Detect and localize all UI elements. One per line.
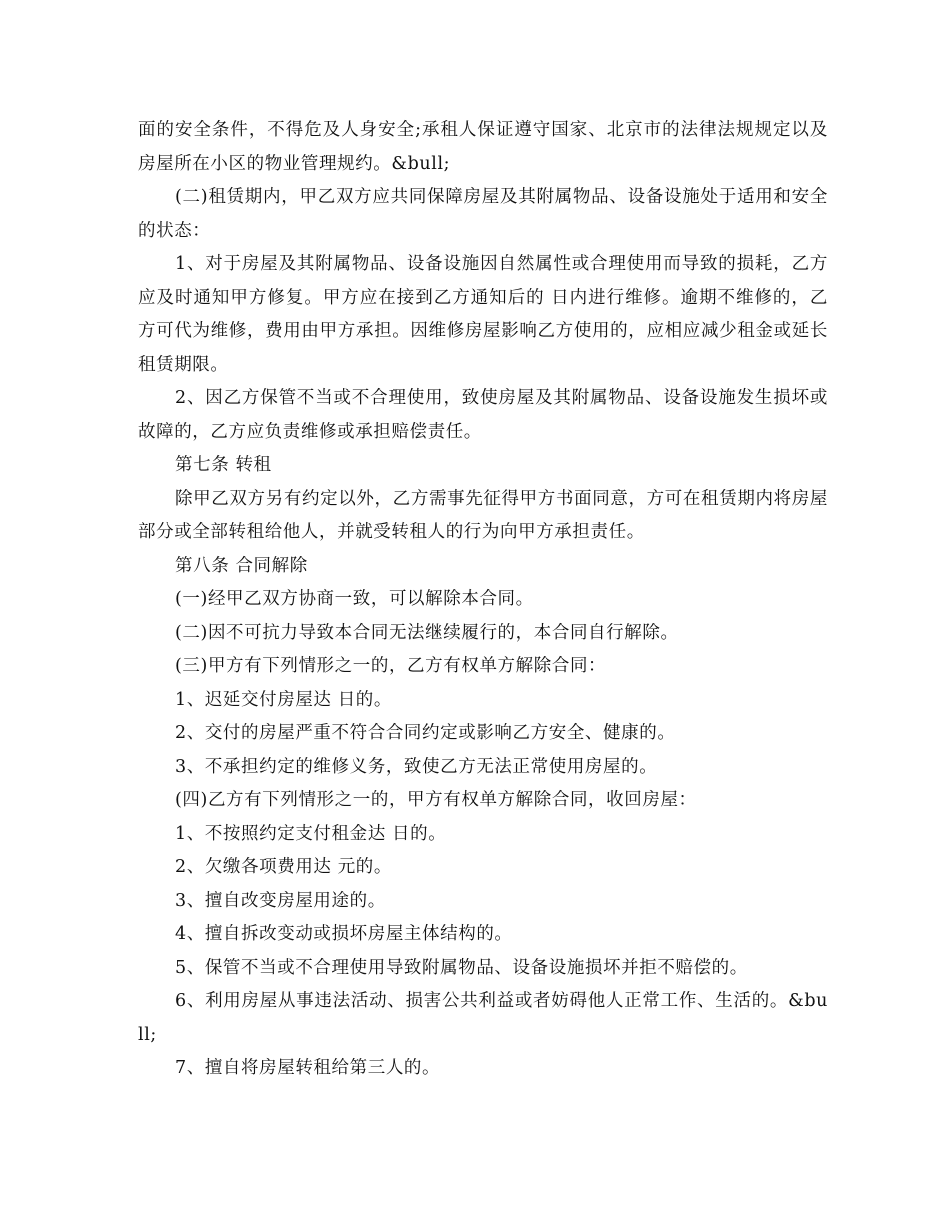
- list-item: 3、擅自改变房屋用途的。: [175, 890, 386, 911]
- list-item: 7、擅自将房屋转租给第三人的。: [175, 1058, 441, 1078]
- list-item: 2、欠缴各项费用达 元的。: [175, 857, 392, 877]
- list-item: 3、不承担约定的维修义务，致使乙方无法正常使用房屋的。: [175, 756, 658, 777]
- paragraph-maintenance-obligation: (二)租赁期内，甲乙双方应共同保障房屋及其附属物品、设备设施处于适用和安全的状态：: [138, 187, 828, 241]
- paragraph-sublease: 除甲乙双方另有约定以外，乙方需事先征得甲方书面同意，方可在租赁期内将房屋部分或全部转租给他人，并就受转租人的行为向甲方承担责任。: [138, 488, 828, 542]
- list-item: 2、交付的房屋严重不符合合同约定或影响乙方安全、健康的。: [175, 723, 676, 743]
- paragraph-termination-4: (四)乙方有下列情形之一的，甲方有权单方解除合同，收回房屋：: [175, 790, 697, 810]
- paragraph-termination-2: (二)因不可抗力导致本合同无法继续履行的，本合同自行解除。: [175, 622, 679, 643]
- list-item: 1、迟延交付房屋达 日的。: [175, 689, 392, 710]
- paragraph-termination-3: (三)甲方有下列情形之一的，乙方有权单方解除合同：: [175, 656, 607, 676]
- list-item: 1、不按照约定支付租金达 日的。: [175, 823, 447, 844]
- article-7-heading: 第七条 转租: [175, 455, 272, 475]
- article-8-heading: 第八条 合同解除: [175, 555, 308, 576]
- paragraph-maintenance-item-2: 2、因乙方保管不当或不合理使用，致使房屋及其附属物品、设备设施发生损坏或故障的，乙方应负责维修或承担赔偿责任。: [138, 388, 828, 442]
- list-item: 5、保管不当或不合理使用导致附属物品、设备设施损坏并拒不赔偿的。: [175, 957, 748, 978]
- list-item: 6、利用房屋从事违法活动、损害公共利益或者妨碍他人正常工作、生活的。&bull;: [138, 991, 828, 1045]
- paragraph-safety-terms: 面的安全条件，不得危及人身安全;承租人保证遵守国家、北京市的法律法规规定以及房屋所在小区的物业管理规约。&bull;: [138, 120, 828, 174]
- paragraph-termination-1: (一)经甲乙双方协商一致，可以解除本合同。: [175, 589, 534, 609]
- document-body: [138, 114, 828, 1086]
- list-item: 4、擅自拆改变动或损坏房屋主体结构的。: [175, 924, 513, 944]
- paragraph-maintenance-item-1: 1、对于房屋及其附属物品、设备设施因自然属性或合理使用而导致的损耗，乙方应及时通知甲方修复。甲方应在接到乙方通知后的 日内进行维修。逾期不维修的，乙方可代为维修，费用由甲方承担。因维修房屋影响乙方使用的，应相应减少租金或延长租赁期限。: [138, 254, 828, 375]
